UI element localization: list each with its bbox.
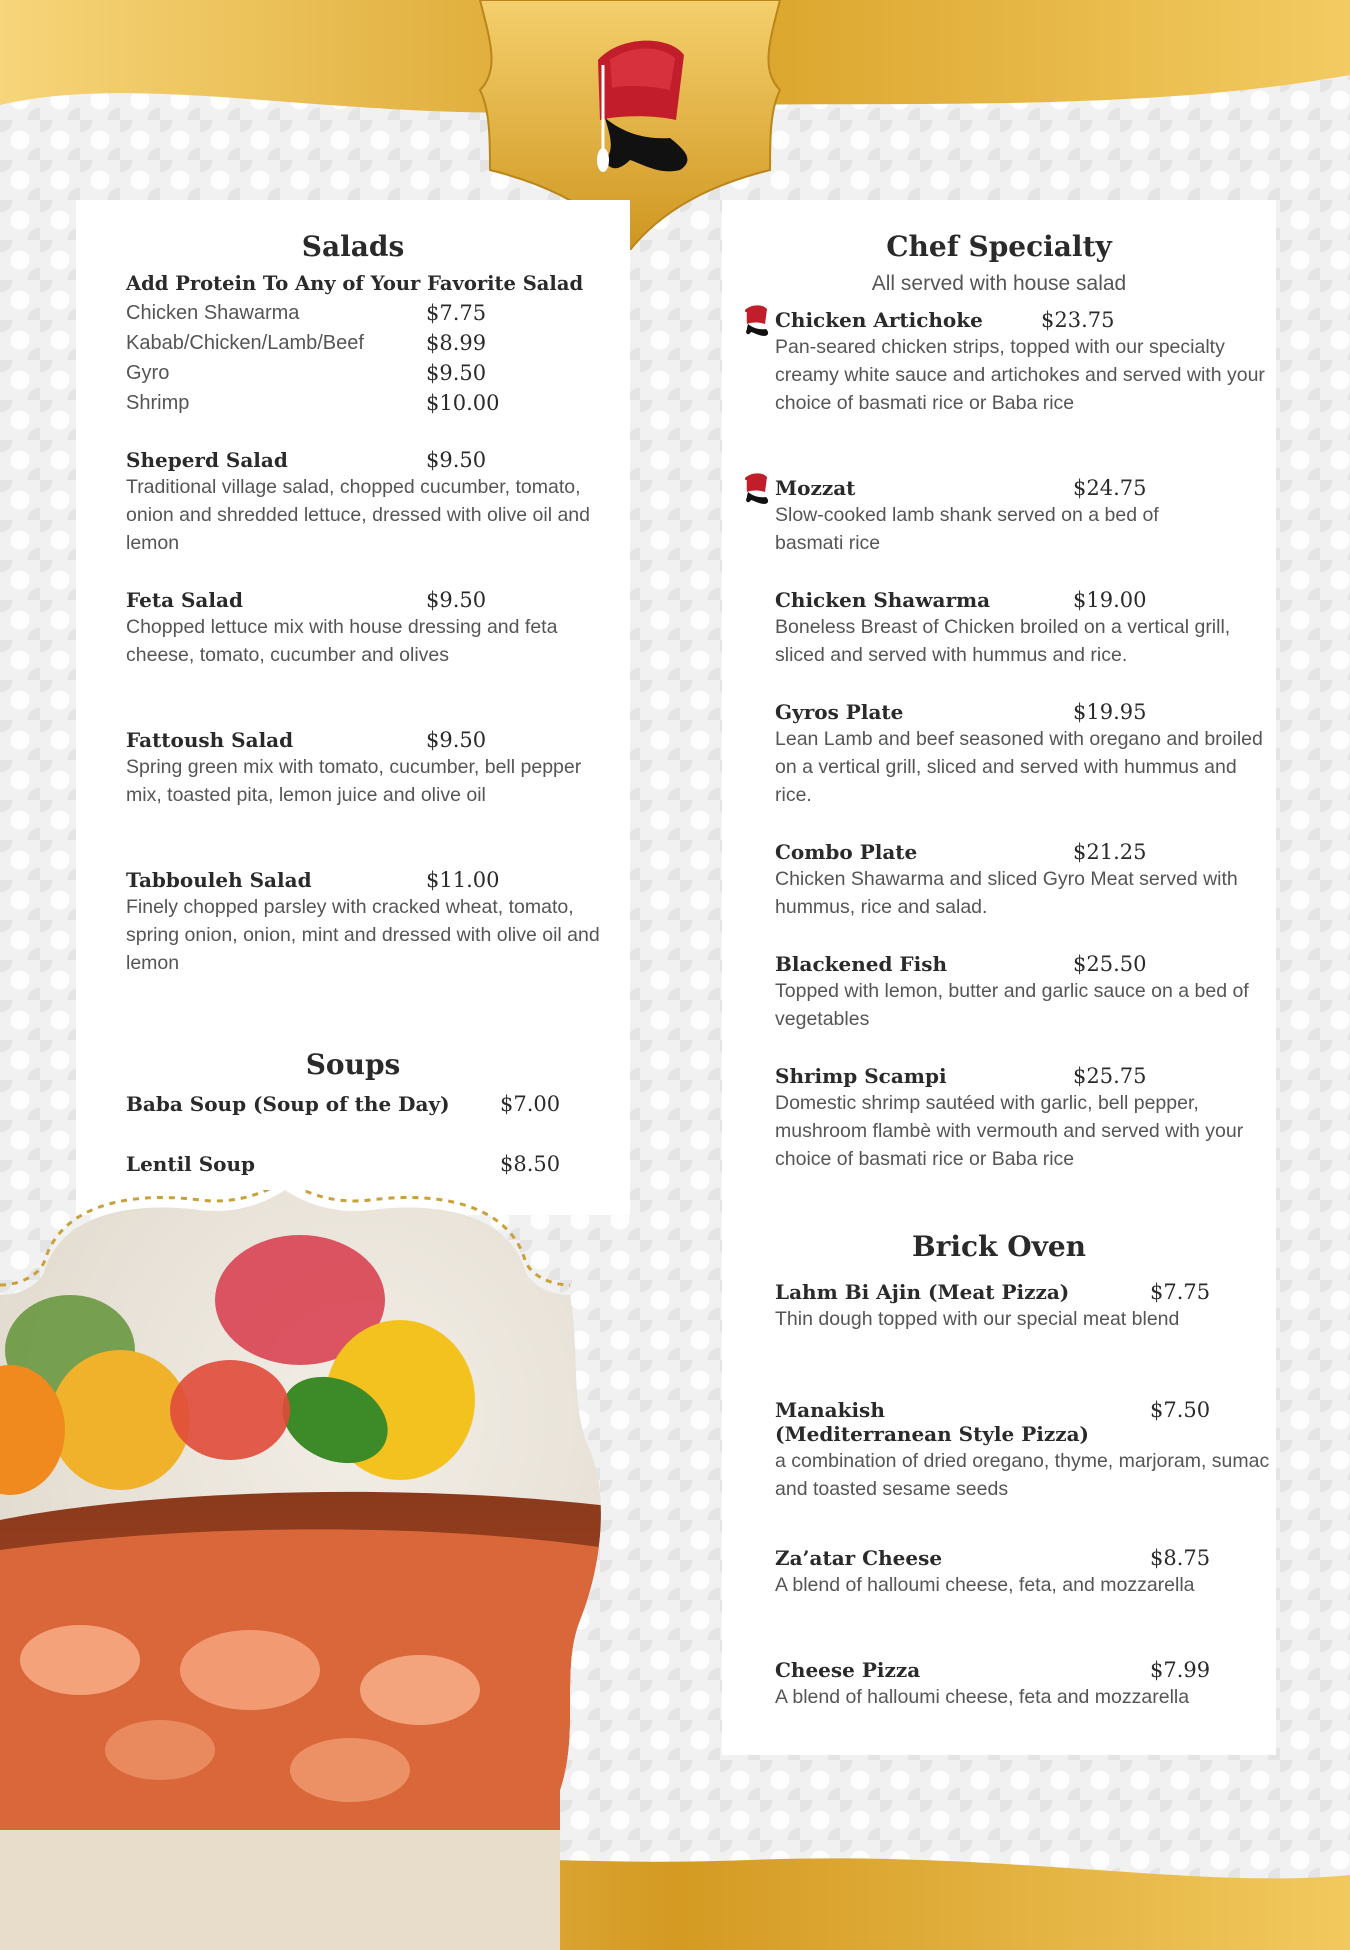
item-desc: Topped with lemon, butter and garlic sauce on a bed of vegetables <box>775 980 1249 1030</box>
menu-item-baba-soup <box>126 1092 606 1116</box>
item-name: Za’atar Cheese <box>775 1546 943 1570</box>
protein-name-4: Shrimp <box>126 392 190 414</box>
item-name: Sheperd Salad <box>126 448 288 472</box>
item-price: $9.50 <box>426 728 487 752</box>
chef-specialty-subtitle: All served with house salad <box>871 272 1127 295</box>
item-name: Combo Plate <box>775 840 918 864</box>
menu-item-gyros-plate <box>775 700 1270 809</box>
menu-item-sheperd-salad <box>126 448 606 557</box>
item-price: $8.50 <box>500 1152 561 1176</box>
item-desc: Traditional village salad, chopped cucumber, tomato, onion and shredded lettuce, dressed with olive oil and lemon <box>126 476 590 554</box>
item-desc: Domestic shrimp sautéed with garlic, bell pepper, mushroom flambè with vermouth and served with your choice of basmati rice or Baba rice <box>775 1092 1244 1170</box>
item-name: Lahm Bi Ajin (Meat Pizza) <box>775 1280 1070 1304</box>
item-name: Feta Salad <box>126 588 243 612</box>
menu-item-feta-salad <box>126 588 606 669</box>
item-price: $24.75 <box>1073 476 1147 500</box>
item-name: Baba Soup (Soup of the Day) <box>126 1092 450 1116</box>
item-price: $25.50 <box>1073 952 1147 976</box>
item-name-secondary: (Mediterranean Style Pizza) <box>775 1422 1089 1446</box>
item-desc: Spring green mix with tomato, cucumber, bell pepper mix, toasted pita, lemon juice and olive oil <box>126 756 582 806</box>
item-desc: Lean Lamb and beef seasoned with oregano and broiled on a vertical grill, sliced and served with hummus and rice. <box>775 728 1263 806</box>
menu-item-blackened-fish <box>775 952 1270 1033</box>
item-name: Manakish <box>775 1398 885 1422</box>
item-name: Tabbouleh Salad <box>126 868 312 892</box>
soups-title: Soups <box>305 1048 401 1081</box>
menu-item-tabbouleh-salad <box>126 868 606 977</box>
menu-item-chicken-artichoke <box>775 308 1270 417</box>
protein-price-4: $10.00 <box>426 391 500 415</box>
item-price: $19.00 <box>1073 588 1147 612</box>
item-price: $7.75 <box>1150 1280 1211 1304</box>
item-price: $21.25 <box>1073 840 1147 864</box>
menu-item-fattoush-salad <box>126 728 606 809</box>
protein-price-2: $8.99 <box>426 331 487 355</box>
brick-oven-title: Brick Oven <box>911 1230 1087 1263</box>
salads-title: Salads <box>301 230 405 263</box>
item-desc: A blend of halloumi cheese, feta, and mozzarella <box>775 1574 1195 1596</box>
menu-item-zaatar-cheese <box>775 1546 1270 1599</box>
item-name: Fattoush Salad <box>126 728 294 752</box>
menu-item-lentil-soup <box>126 1152 606 1176</box>
item-price: $8.75 <box>1150 1546 1211 1570</box>
menu-item-chicken-shawarma <box>775 588 1270 669</box>
protein-heading: Add Protein To Any of Your Favorite Salad <box>126 272 584 295</box>
fez-icon <box>739 472 773 506</box>
protein-price-3: $9.50 <box>426 361 487 385</box>
item-price: $9.50 <box>426 448 487 472</box>
menu-item-combo-plate <box>775 840 1270 921</box>
item-desc: A blend of halloumi cheese, feta and mozzarella <box>775 1686 1190 1708</box>
menu-item-lahm-bi-ajin <box>775 1280 1270 1333</box>
item-desc: Slow-cooked lamb shank served on a bed of basmati rice <box>775 504 1159 554</box>
item-desc: Thin dough topped with our special meat blend <box>775 1308 1180 1330</box>
item-desc: Pan-seared chicken strips, topped with our specialty creamy white sauce and artichokes and served with your choice of basmati rice or Baba rice <box>775 336 1265 414</box>
food-photo <box>0 1190 720 1950</box>
menu-item-cheese-pizza <box>775 1658 1270 1711</box>
chef-specialty-title: Chef Specialty <box>886 230 1112 263</box>
item-name: Shrimp Scampi <box>775 1064 947 1088</box>
protein-price-1: $7.75 <box>426 301 487 325</box>
item-price: $7.50 <box>1150 1398 1211 1422</box>
protein-name-3: Gyro <box>126 362 170 384</box>
menu-item-shrimp-scampi <box>775 1064 1270 1173</box>
item-name: Cheese Pizza <box>775 1658 921 1682</box>
item-price: $23.75 <box>1041 308 1115 332</box>
right-menu-panel <box>722 200 1276 1755</box>
item-desc: Chicken Shawarma and sliced Gyro Meat served with hummus, rice and salad. <box>775 868 1238 918</box>
item-name: Chicken Artichoke <box>775 308 983 332</box>
item-name: Lentil Soup <box>126 1152 256 1176</box>
item-desc: Finely chopped parsley with cracked wheat, tomato, spring onion, onion, mint and dressed with olive oil and lemon <box>126 896 600 974</box>
item-name: Gyros Plate <box>775 700 904 724</box>
item-name: Chicken Shawarma <box>775 588 991 612</box>
item-price: $7.99 <box>1150 1658 1211 1682</box>
menu-item-mozzat <box>775 476 1270 557</box>
item-price: $25.75 <box>1073 1064 1147 1088</box>
item-name: Mozzat <box>775 476 856 500</box>
item-price: $9.50 <box>426 588 487 612</box>
protein-name-2: Kabab/Chicken/Lamb/Beef <box>126 332 364 354</box>
item-price: $7.00 <box>500 1092 561 1116</box>
fez-icon <box>739 304 773 338</box>
item-desc: Boneless Breast of Chicken broiled on a vertical grill, sliced and served with hummus and rice. <box>775 616 1231 666</box>
item-price: $19.95 <box>1073 700 1147 724</box>
item-name: Blackened Fish <box>775 952 948 976</box>
item-price: $11.00 <box>426 868 500 892</box>
menu-item-manakish <box>775 1398 1270 1503</box>
item-desc: Chopped lettuce mix with house dressing and feta cheese, tomato, cucumber and olives <box>126 616 558 666</box>
protein-name-1: Chicken Shawarma <box>126 302 300 324</box>
left-menu-panel <box>76 200 630 1215</box>
item-desc: a combination of dried oregano, thyme, marjoram, sumac and toasted sesame seeds <box>775 1450 1270 1500</box>
